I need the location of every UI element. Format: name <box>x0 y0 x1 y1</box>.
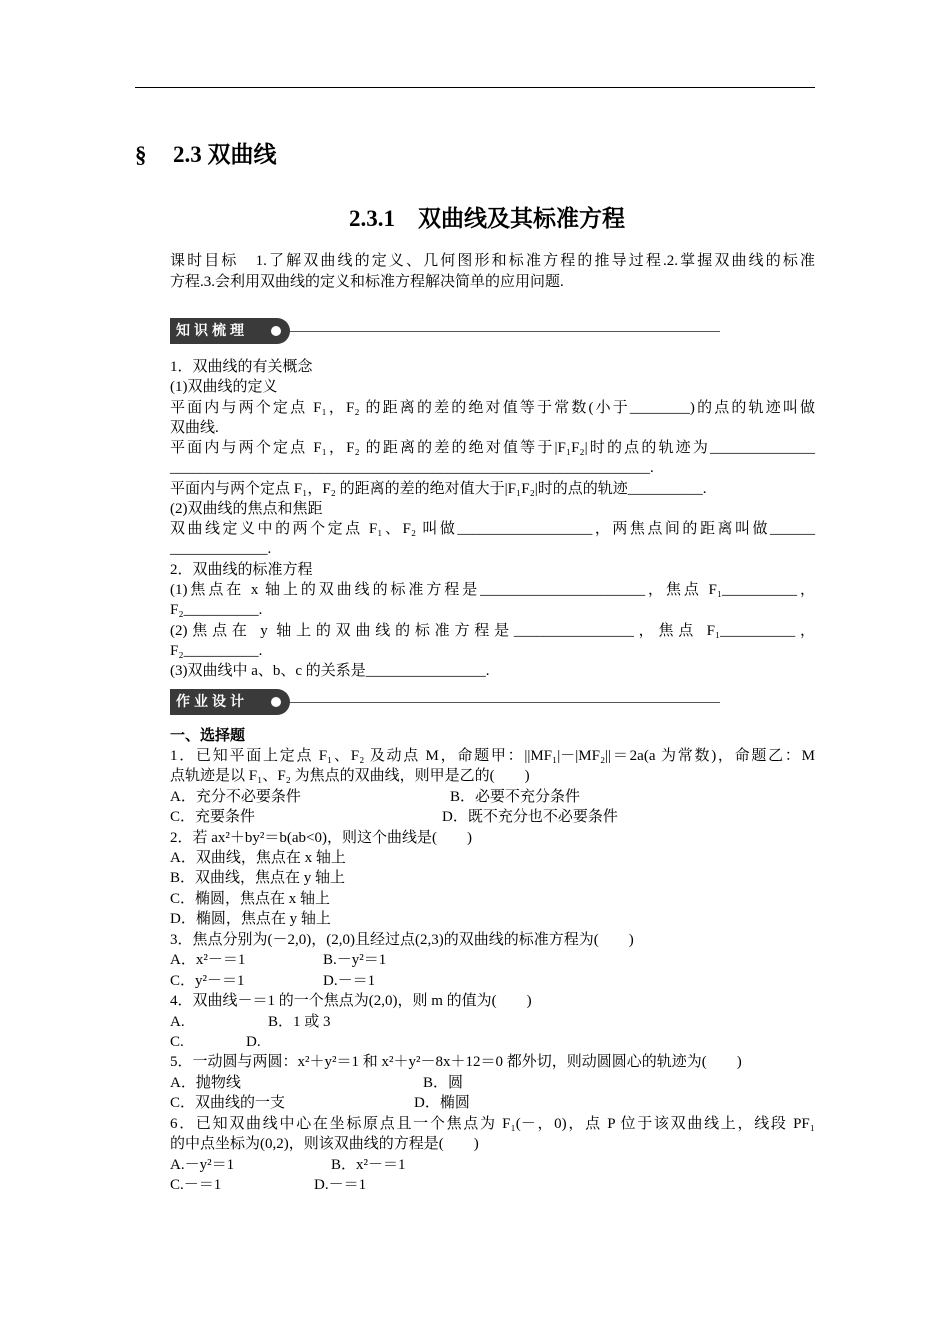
goals-line-2: 方程.3.会利用双曲线的定义和标准方程解决简单的应用问题. <box>170 274 564 290</box>
q2-option-b: B．双曲线，焦点在 y 轴上 <box>170 870 346 886</box>
q6-option-d: D.－＝1 <box>314 1177 367 1193</box>
header-line <box>290 702 720 703</box>
q3-option-b: B.－y²＝1 <box>323 952 387 968</box>
q6-line-2: 的中点坐标为(0,2)，则该双曲线的方程是( ) <box>170 1136 479 1152</box>
k-line-4: 双曲线. <box>170 420 219 436</box>
hw-title: 一、选择题 <box>170 728 246 744</box>
k-line-6: ________________________________________________________________. <box>170 460 654 476</box>
section-title-text: 2.3 双曲线 <box>173 142 277 167</box>
q3-option-a: A．x²－＝1 <box>170 952 246 968</box>
top-rule <box>135 87 815 88</box>
bullet-dot-icon <box>271 326 281 336</box>
q4-option-d: D. <box>246 1034 261 1050</box>
q5-option-c: C．双曲线的一支 <box>170 1095 286 1111</box>
q1-option-c: C．充要条件 <box>170 809 256 825</box>
section-title <box>135 136 277 169</box>
knowledge-header-label: 知识梳理 <box>170 318 290 344</box>
k-line-16: (3)双曲线中 a、b、c 的关系是________________. <box>170 663 490 679</box>
q3-option-c: C．y²－＝1 <box>170 973 245 989</box>
homework-header-label: 作业设计 <box>170 689 290 715</box>
k-line-1: 1．双曲线的有关概念 <box>170 359 313 375</box>
k-line-7: 平面内与两个定点 F₁，F₂ 的距离的差的绝对值大于|F₁F₂|时的点的轨迹__________. <box>170 481 707 497</box>
k-line-2: (1)双曲线的定义 <box>170 379 278 395</box>
q3-option-d: D.－＝1 <box>323 973 376 989</box>
k-line-14: (2)焦点在 y 轴上的双曲线的标准方程是________________，焦点 F₁__________， <box>170 623 815 639</box>
q2-stem: 2．若 ax²＋by²＝b(ab<0)，则这个曲线是( ) <box>170 830 473 846</box>
q3-stem: 3．焦点分别为(－2,0)，(2,0)且经过点(2,3)的双曲线的标准方程为( ) <box>170 932 634 948</box>
q4-option-b: B．1 或 3 <box>268 1014 331 1030</box>
q5-option-b: B．圆 <box>423 1075 464 1091</box>
k-line-10: _____________. <box>170 541 272 557</box>
q6-line-1: 6．已知双曲线中心在坐标原点且一个焦点为 F₁(－，0)，点 P 位于该双曲线上，线段 PF₁ <box>170 1116 815 1132</box>
k-line-12: (1)焦点在 x 轴上的双曲线的标准方程是______________________，焦点 F₁__________， <box>170 582 815 598</box>
k-line-5: 平面内与两个定点 F₁，F₂ 的距离的差的绝对值等于|F₁F₂|时的点的轨迹为______________ <box>170 440 815 456</box>
q6-option-b: B．x²－＝1 <box>331 1157 406 1173</box>
q4-stem: 4．双曲线－＝1 的一个焦点为(2,0)，则 m 的值为( ) <box>170 993 532 1009</box>
q4-option-c: C. <box>170 1034 184 1050</box>
k-line-3: 平面内与两个定点 F₁，F₂ 的距离的差的绝对值等于常数(小于________)的点的轨迹叫做 <box>170 400 815 416</box>
k-line-9: 双曲线定义中的两个定点 F₁、F₂ 叫做__________________，两焦点间的距离叫做______ <box>170 521 815 537</box>
header-line <box>290 331 720 332</box>
q1-option-b: B．必要不充分条件 <box>450 789 581 805</box>
q2-option-c: C．椭圆，焦点在 x 轴上 <box>170 891 331 907</box>
q5-stem: 5．一动圆与两圆：x²＋y²＝1 和 x²＋y²－8x＋12＝0 都外切，则动圆圆心的轨迹为( ) <box>170 1054 742 1070</box>
q6-option-a: A.－y²＝1 <box>170 1157 235 1173</box>
goals-line-1: 课时目标 1.了解双曲线的定义、几何图形和标准方程的推导过程.2.掌握双曲线的标准 <box>170 253 815 269</box>
q1-option-d: D．既不充分也不必要条件 <box>442 809 618 825</box>
q1-line-1: 1．已知平面上定点 F₁、F₂ 及动点 M，命题甲：||MF₁|－|MF₂||＝2a(a 为常数)，命题乙：M <box>170 748 815 764</box>
k-line-13: F₂__________. <box>170 602 263 618</box>
subsection-title: 2.3.1 双曲线及其标准方程 <box>349 206 625 231</box>
q2-option-a: A．双曲线，焦点在 x 轴上 <box>170 850 346 866</box>
q5-option-d: D．椭圆 <box>414 1095 470 1111</box>
q6-option-c: C.－＝1 <box>170 1177 222 1193</box>
section-symbol: § <box>135 142 147 167</box>
k-line-8: (2)双曲线的焦点和焦距 <box>170 501 323 517</box>
k-line-15: F₂__________. <box>170 643 263 659</box>
q2-option-d: D．椭圆，焦点在 y 轴上 <box>170 911 331 927</box>
k-line-11: 2．双曲线的标准方程 <box>170 562 313 578</box>
q1-line-2: 点轨迹是以 F₁、F₂ 为焦点的双曲线，则甲是乙的( ) <box>170 768 530 784</box>
bullet-dot-icon <box>271 697 281 707</box>
q1-option-a: A．充分不必要条件 <box>170 789 301 805</box>
q5-option-a: A．抛物线 <box>170 1075 241 1091</box>
q4-option-a: A. <box>170 1014 185 1030</box>
